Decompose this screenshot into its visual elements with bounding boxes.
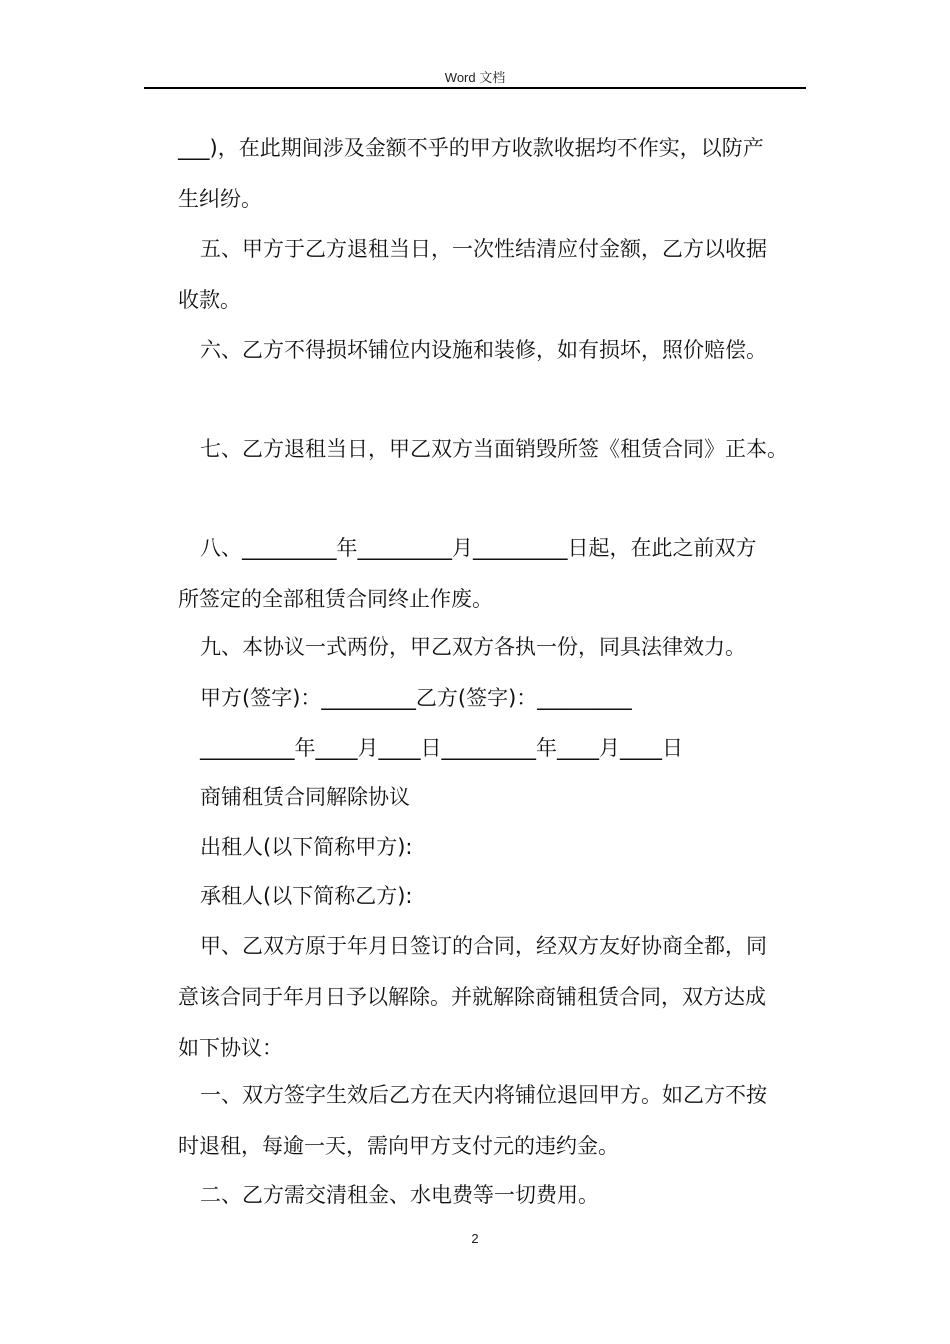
lessee-line: 承租人(以下简称乙方): [200, 884, 413, 908]
clause-9: 九、本协议一式两份，甲乙双方各执一份，同具法律效力。 [200, 635, 746, 659]
paragraph-line: 时退租，每逾一天，需向甲方支付元的违约金。 [178, 1134, 619, 1158]
paragraph-line: 生纠纷。 [178, 187, 262, 211]
clause-5: 五、甲方于乙方退租当日，一次性结清应付金额，乙方以收据 [200, 237, 767, 261]
paragraph-line: 如下协议： [178, 1036, 283, 1060]
signature-line: 甲方(签字)：_________乙方(签字)：_________ [200, 686, 632, 710]
clause-8: 八、_________年_________月_________日起，在此之前双方 [200, 536, 757, 560]
clause-7: 七、乙方退租当日，甲乙双方当面销毁所签《租赁合同》正本。 [200, 437, 788, 461]
agreement-clause-2: 二、乙方需交清租金、水电费等一切费用。 [200, 1183, 599, 1207]
clause-6: 六、乙方不得损坏铺位内设施和装修，如有损坏，照价赔偿。 [200, 338, 767, 362]
header-divider [144, 87, 806, 89]
agreement-clause-1: 一、双方签字生效后乙方在天内将铺位退回甲方。如乙方不按 [200, 1083, 767, 1107]
paragraph-line: 收款。 [178, 288, 241, 312]
paragraph-line: 所签定的全部租赁合同终止作废。 [178, 587, 493, 611]
lessor-line: 出租人(以下简称甲方): [200, 835, 413, 859]
page-number: 2 [471, 1231, 479, 1246]
page-header: Word 文档 [444, 70, 506, 85]
preamble: 甲、乙双方原于年月日签订的合同，经双方友好协商全都，同 [200, 934, 767, 958]
paragraph-line: 意该合同于年月日予以解除。并就解除商铺租赁合同，双方达成 [178, 985, 766, 1009]
paragraph-line: ___)，在此期间涉及金额不乎的甲方收款收据均不作实，以防产 [178, 136, 764, 160]
date-line: _________年____月____日_________年____月____日 [200, 736, 683, 760]
agreement-title: 商铺租赁合同解除协议 [200, 785, 410, 809]
